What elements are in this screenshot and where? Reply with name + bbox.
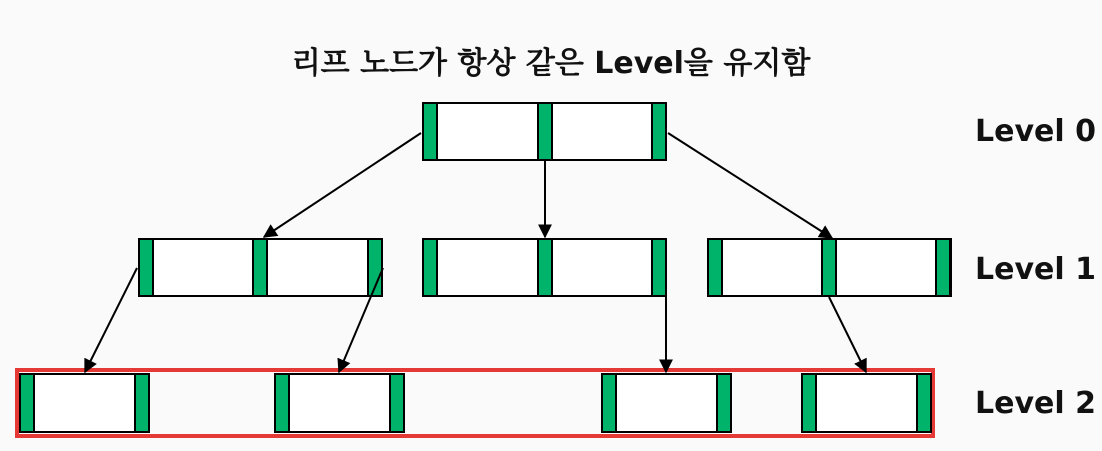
level1-node-left [139,239,382,296]
edge-l1-to-leaf1 [85,268,137,372]
root-node [423,103,666,160]
pointer-slot [652,103,666,160]
edge-root-right [668,133,832,238]
pointer-slot [253,239,267,296]
level1-node-right [708,239,951,296]
pointer-slot [936,239,950,296]
leaf-node-3 [602,374,731,432]
level-2-label: Level 2 [975,386,1096,421]
pointer-slot [135,374,149,432]
diagram-title: 리프 노드가 항상 같은 Level을 유지함 [291,46,811,81]
leaf-node-4 [802,374,931,432]
pointer-slot [538,239,552,296]
level-1-label: Level 1 [975,252,1096,287]
pointer-slot [423,103,437,160]
leaf-node-2 [275,374,404,432]
edge-root-left [264,133,421,237]
pointer-slot [423,239,437,296]
pointer-slot [802,374,816,432]
pointer-slot [717,374,731,432]
pointer-slot [708,239,722,296]
pointer-slot [602,374,616,432]
pointer-slot [652,239,666,296]
pointer-slot [917,374,931,432]
level-0-label: Level 0 [975,114,1096,149]
leaf-node-1 [20,374,149,432]
pointer-slot [20,374,34,432]
pointer-slot [822,239,836,296]
pointer-slot [390,374,404,432]
pointer-slot [538,103,552,160]
pointer-slot [139,239,153,296]
level1-node-middle [423,239,666,296]
pointer-slot [275,374,289,432]
leaf-level-highlight [17,370,933,436]
edge-l1-to-leaf4 [829,297,866,372]
